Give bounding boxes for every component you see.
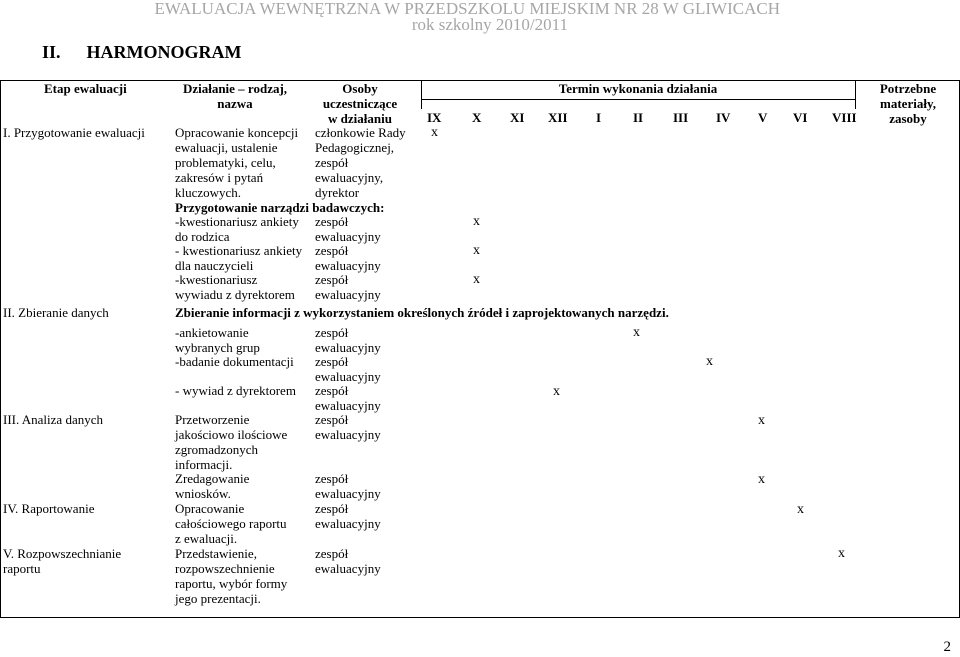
month-VIII: VIII [832,110,857,125]
mark-x: x [473,214,480,229]
mark-x: x [431,125,438,140]
month-VI: VI [793,110,808,125]
people-text: zespół [315,354,349,369]
action-text: -kwestionariusz [175,272,258,287]
stage-5-line1: V. Rozpowszechnianie [3,546,122,561]
col-people-line2: uczestniczące [322,96,398,111]
people-text: ewaluacyjny [315,369,381,384]
mark-x: x [553,384,560,399]
people-text: zespół [315,501,349,516]
stage-4: IV. Raportowanie [3,501,95,516]
mark-x: x [473,272,480,287]
people-text: dyrektor [315,185,360,200]
people-text: ewaluacyjny [315,229,381,244]
people-text: ewaluacyjny [315,561,381,576]
section-title [42,42,264,63]
stage-3: III. Analiza danych [3,412,103,427]
action-text: Opracowanie [175,501,245,516]
people-text: członkowie Rady [315,125,406,140]
action-text: kluczowych. [175,185,242,200]
action-text: z ewaluacji. [175,531,238,546]
month-I: I [596,110,602,125]
action-text: zgromadzonych [175,442,259,457]
page-number: 2 [943,639,951,655]
col-people-line1: Osoby [342,81,378,96]
term-header-divider [421,99,855,100]
action-text: - wywiad z dyrektorem [175,383,296,398]
month-XII: XII [548,110,568,125]
month-IV: IV [716,110,731,125]
section-number: II. [42,42,61,62]
action-text: raportu, wybór formy [175,576,288,591]
mark-x: x [758,472,765,487]
action-text: całościowego raportu [175,516,287,531]
header-line2: rok szkolny 2010/2011 [411,15,568,34]
mark-x: x [706,354,713,369]
people-text: ewaluacyjny [315,287,381,302]
mark-x: x [633,325,640,340]
month-II: II [633,110,644,125]
people-text: Pedagogicznej, [315,140,395,155]
action-text: do rodzica [175,229,230,244]
tools-heading: Przygotowanie narządzi badawczych: [175,200,385,215]
people-text: zespół [315,471,349,486]
people-text: zespół [315,155,349,170]
month-X: X [472,110,482,125]
action-text: jego prezentacji. [175,591,261,606]
action-text: informacji. [175,457,233,472]
stage-5-line2: raportu [3,561,41,576]
mark-x: x [797,502,804,517]
people-text: ewaluacyjny, [315,170,384,185]
col-people-line3: w działaniu [328,111,392,126]
people-text: zespół [315,243,349,258]
action-text: wniosków. [175,486,231,501]
section-name: HARMONOGRAM [86,42,242,62]
table-bottom-border [0,617,960,618]
people-text: ewaluacyjny [315,486,381,501]
people-text: zespół [315,383,349,398]
people-text: zespół [315,546,349,561]
people-text: zespół [315,325,349,340]
action-text: Przedstawienie, [175,546,257,561]
action-text: rozpowszechnienie [175,561,275,576]
action-text: -kwestionariusz ankiety [175,214,299,229]
action-text: jakościowo ilościowe [175,427,288,442]
people-text: ewaluacyjny [315,516,381,531]
action-text: ewaluacji, ustalenie [175,140,278,155]
col-resources-line1: Potrzebne [879,81,937,96]
action-text: wybranych grup [175,340,260,355]
action-text: problematyki, celu, [175,155,276,170]
mark-x: x [758,413,765,428]
collect-heading: Zbieranie informacji z wykorzystaniem określonych źródeł i zaprojektowanych narzędzi. [175,305,669,320]
action-text: Opracowanie koncepcji [175,125,299,140]
people-text: ewaluacyjny [315,258,381,273]
month-III: III [673,110,689,125]
mark-x: x [838,546,845,561]
month-V: V [758,110,768,125]
table-left-border [0,80,1,617]
col-stage: Etap ewaluacji [44,81,127,96]
col-action-line1: Działanie – rodzaj, [182,81,288,96]
action-text: -badanie dokumentacji [175,354,294,369]
action-text: dla nauczycieli [175,258,254,273]
header-line1: EWALUACJA WEWNĘTRZNA W PRZEDSZKOLU MIEJSKIM NR 28 W GLIWICACH [154,0,780,18]
people-text: ewaluacyjny [315,340,381,355]
col-resources-line2: materiały, [880,96,936,111]
stage-2: II. Zbieranie danych [3,305,109,320]
mark-x: x [473,243,480,258]
people-text: zespół [315,272,349,287]
month-IX: IX [427,110,442,125]
action-text: Zredagowanie [175,471,250,486]
month-XI: XI [510,110,525,125]
action-text: wywiadu z dyrektorem [175,287,295,302]
action-text: Przetworzenie [175,412,250,427]
col-resources-line3: zasoby [889,111,927,126]
people-text: zespół [315,412,349,427]
people-text: ewaluacyjny [315,427,381,442]
people-text: zespół [315,214,349,229]
action-text: zakresów i pytań [175,170,264,185]
action-text: -ankietowanie [175,325,249,340]
col-term: Termin wykonania działania [558,81,718,96]
stage-1: I. Przygotowanie ewaluacji [3,125,145,140]
people-text: ewaluacyjny [315,398,381,413]
col-action-line2: nazwa [217,96,253,111]
action-text: - kwestionariusz ankiety [175,243,303,258]
